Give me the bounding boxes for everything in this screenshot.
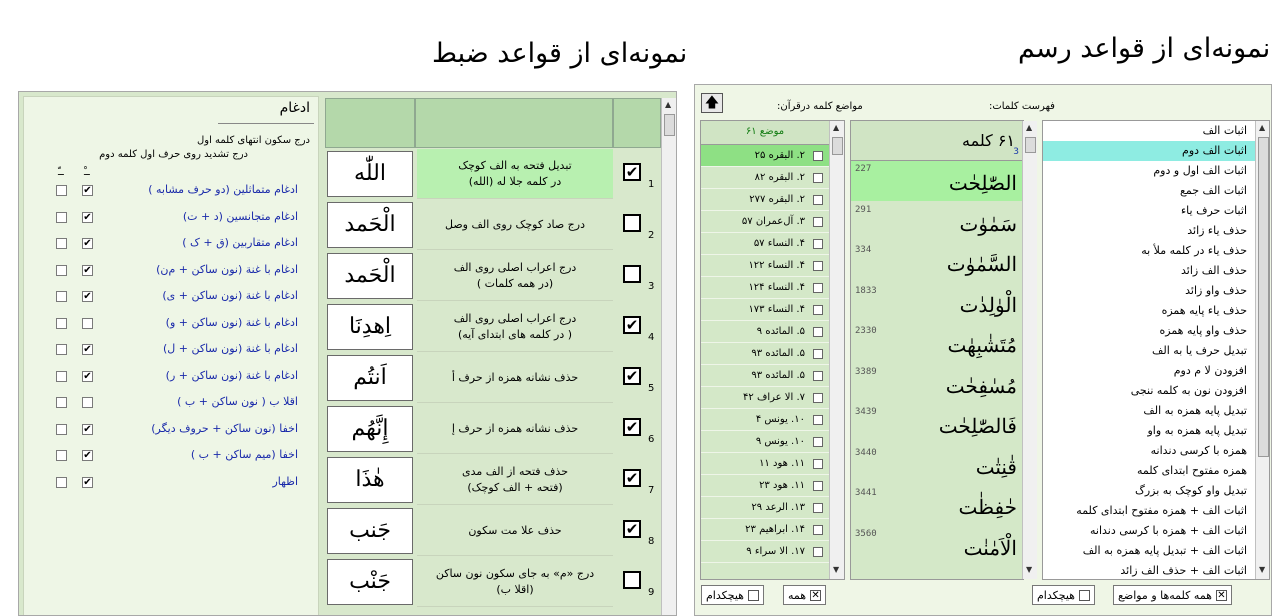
- word-text: فَالصّٰلِحٰت: [938, 414, 1017, 438]
- zabt-rule-row[interactable]: [325, 353, 661, 404]
- zabt-grid: [325, 98, 661, 616]
- position-checkbox[interactable]: [813, 349, 823, 359]
- rasm-rule-item[interactable]: حذف واو پایه همزه: [1159, 324, 1247, 337]
- rasm-rule-item[interactable]: افزودن نون به کلمه ننجی: [1130, 384, 1247, 397]
- position-item[interactable]: [701, 233, 829, 255]
- word-count: ۶۱ کلمه: [961, 131, 1015, 150]
- word-text: الصّٰلِحٰت: [948, 171, 1017, 195]
- tashdid-checkbox[interactable]: ✔: [83, 423, 92, 435]
- rule-checkbox[interactable]: [623, 571, 641, 589]
- word-text: مُسٰفِحٰت: [945, 373, 1017, 398]
- sukun-checkbox[interactable]: [56, 185, 67, 196]
- rule-checkbox[interactable]: ✔: [623, 469, 641, 487]
- position-label: ۴. النساء ۱۲۴: [748, 282, 805, 293]
- position-item[interactable]: [701, 541, 829, 563]
- idgham-row: [24, 391, 318, 417]
- idgham-rule-label: اقلا ب ( نون ساکن + ب ): [177, 395, 298, 408]
- tashdid-checkbox[interactable]: ✔: [83, 450, 92, 461]
- idgham-row: [24, 444, 318, 470]
- position-label: ۵. المائده ۹۳: [751, 348, 805, 359]
- idgham-rule-label: ادغام متجانسین (د + ت): [182, 209, 298, 223]
- word-item[interactable]: [851, 202, 1023, 242]
- sukun-checkbox[interactable]: [56, 424, 67, 435]
- idgham-row: [24, 206, 318, 232]
- word-item[interactable]: [851, 242, 1023, 282]
- rasm-rule-item[interactable]: اثبات حرف یاء: [1181, 204, 1247, 217]
- word-id: 1833: [855, 285, 877, 296]
- sukun-checkbox[interactable]: [56, 212, 67, 223]
- scroll-thumb[interactable]: [1025, 137, 1036, 153]
- scroll-up-arrow-icon[interactable]: ▲: [665, 100, 672, 109]
- position-item[interactable]: [701, 519, 829, 541]
- position-item[interactable]: [701, 321, 829, 343]
- idgham-row: [24, 418, 318, 444]
- rule-description[interactable]: درج اعراب اصلی روی الف ( در کلمه های ابتدای آیه): [417, 302, 613, 352]
- idgham-panel: [23, 96, 319, 616]
- sample-word: جَنب: [327, 508, 413, 554]
- idgham-title-divider: [218, 123, 314, 124]
- rule-checkbox[interactable]: [623, 214, 641, 232]
- zabt-rule-row[interactable]: [325, 251, 661, 302]
- arrow-up-icon[interactable]: 🡅: [701, 93, 723, 113]
- position-item[interactable]: [701, 167, 829, 189]
- rule-description[interactable]: درج «م» به جای سکون نون ساکن (اقلا ب): [417, 557, 613, 607]
- scroll-up-arrow-icon[interactable]: ▲: [1259, 123, 1266, 132]
- none-words-label: هیچکدام: [1037, 588, 1075, 602]
- position-label: ۴. النساء ۱۲۲: [748, 260, 805, 271]
- none-positions-label: هیچکدام: [706, 588, 744, 602]
- position-label: ۱۳. الرعد ۲۹: [751, 502, 805, 513]
- column-tashdid-mark: ــّ: [58, 167, 64, 178]
- rasm-title: نمونه‌ای از قواعد رسم: [1018, 33, 1271, 64]
- rasm-rule-item[interactable]: حذف یاء پایه همزه: [1161, 304, 1247, 317]
- sample-word: اِهدِنَا: [327, 304, 413, 350]
- position-item[interactable]: [701, 365, 829, 387]
- word-id: 3560: [855, 528, 877, 539]
- word-id: 3439: [855, 407, 877, 417]
- select-none-positions-button[interactable]: [701, 585, 764, 605]
- zabt-panel: [18, 91, 677, 616]
- rule-description[interactable]: حذف علا مت سکون: [417, 506, 613, 556]
- rule-number: 8: [648, 536, 655, 547]
- position-checkbox[interactable]: [813, 151, 823, 161]
- rasm-rule-item[interactable]: اثبات الف + همزه مفتوح ابتدای کلمه: [1076, 504, 1247, 517]
- scroll-up-arrow-icon[interactable]: ▲: [1026, 123, 1033, 132]
- tashdid-checkbox[interactable]: ✔: [83, 370, 92, 382]
- idgham-row: [24, 232, 318, 258]
- all-words-checkbox[interactable]: ✕: [1217, 589, 1226, 601]
- zabt-rule-row[interactable]: [325, 506, 661, 557]
- rule-description[interactable]: حذف فتحه از الف مدی (فتحه + الف کوچک): [417, 455, 613, 505]
- word-item[interactable]: [851, 526, 1023, 566]
- word-item[interactable]: [851, 161, 1023, 201]
- position-label: ۷. الا عراف ۴۲: [743, 392, 805, 403]
- sample-word: الْحَمد: [327, 202, 413, 248]
- rasm-rule-item[interactable]: اثبات الف: [1202, 124, 1247, 137]
- zabt-scrollbar[interactable]: [661, 98, 676, 616]
- word-id: 3440: [855, 447, 877, 458]
- position-item[interactable]: [701, 145, 829, 167]
- tashdid-checkbox[interactable]: ✔: [83, 291, 92, 302]
- sukun-checkbox[interactable]: [56, 450, 67, 461]
- idgham-rule-label: ادغام متماثلین (دو حرف مشابه ): [148, 183, 298, 196]
- idgham-note-tashdid: درج تشدید روی حرف اول کلمه دوم: [99, 149, 248, 160]
- rasm-rule-item[interactable]: همزه با کرسی دندانه: [1150, 444, 1247, 457]
- word-id: 2330: [855, 326, 877, 336]
- tashdid-checkbox[interactable]: [82, 318, 93, 329]
- rule-number: 6: [648, 434, 655, 445]
- zabt-rule-row[interactable]: [325, 149, 661, 200]
- word-item[interactable]: [851, 485, 1023, 525]
- position-label: ۵. المائده ۹: [756, 326, 805, 337]
- rule-checkbox[interactable]: ✔: [623, 418, 641, 436]
- column-sukun-mark: ــْ: [84, 167, 90, 178]
- position-item[interactable]: [701, 475, 829, 497]
- idgham-rule-label: اظهار: [272, 474, 298, 488]
- position-item[interactable]: [701, 211, 829, 233]
- position-label: ۱۰. یونس ۹: [755, 436, 805, 447]
- position-checkbox[interactable]: [813, 415, 823, 425]
- rule-number: 3: [648, 281, 655, 292]
- tashdid-checkbox[interactable]: ✔: [83, 211, 92, 223]
- position-label: ۱۱. هود ۱۱: [759, 458, 805, 469]
- position-checkbox[interactable]: [813, 239, 823, 249]
- rule-number: 1: [648, 179, 655, 190]
- rasm-rule-item[interactable]: اثبات الف + همزه با کرسی دندانه: [1090, 524, 1247, 537]
- scroll-thumb[interactable]: [1258, 137, 1269, 457]
- sample-word: اَنتُم: [327, 355, 413, 401]
- rule-checkbox[interactable]: ✔: [623, 316, 641, 334]
- position-item[interactable]: [701, 255, 829, 277]
- position-checkbox[interactable]: [813, 195, 823, 205]
- sukun-checkbox[interactable]: [56, 318, 67, 329]
- word-scrollbar[interactable]: [1022, 121, 1037, 579]
- position-checkbox[interactable]: [813, 371, 823, 381]
- word-item[interactable]: [851, 445, 1023, 485]
- all-positions-checkbox[interactable]: ✕: [811, 589, 820, 601]
- position-checkbox[interactable]: [813, 525, 823, 535]
- word-list-header: [851, 121, 1023, 161]
- select-none-words-button[interactable]: [1032, 585, 1095, 605]
- word-text: سَمٰوٰت: [959, 211, 1017, 236]
- scroll-thumb[interactable]: [664, 114, 675, 136]
- idgham-row: [24, 285, 318, 311]
- rasm-rule-item[interactable]: حذف واو زائد: [1185, 284, 1247, 297]
- rule-description[interactable]: حذف نشانه همزه از حرف أ: [417, 353, 613, 403]
- position-checkbox[interactable]: [813, 547, 823, 557]
- word-id: 334: [855, 245, 872, 255]
- rule-number: 2: [648, 230, 655, 241]
- word-text: حٰفِظٰت: [958, 495, 1017, 519]
- position-checkbox[interactable]: [813, 305, 823, 315]
- idgham-note-sukun: درج سکون انتهای کلمه اول: [196, 135, 310, 146]
- position-label: ۴. النساء ۵۷: [753, 238, 805, 249]
- rasm-rule-item[interactable]: همزه مفتوح ابتدای کلمه: [1136, 464, 1247, 477]
- none-positions-checkbox[interactable]: [748, 590, 759, 601]
- tashdid-checkbox[interactable]: ✔: [83, 185, 92, 196]
- grid-header-word: [325, 98, 415, 148]
- rule-description[interactable]: درج اعراب اصلی روی الف (در همه کلمات ): [417, 251, 613, 301]
- rules-list: [1042, 120, 1270, 580]
- positions-label: مواضع کلمه درقرآن:: [777, 101, 863, 112]
- position-item[interactable]: [701, 497, 829, 519]
- idgham-rule-label: اخفا (میم ساکن + ب ): [190, 448, 298, 461]
- all-words-label: همه کلمه‌ها و مواضع: [1118, 588, 1212, 602]
- word-id: 227: [855, 164, 872, 174]
- rasm-rule-item[interactable]: افزودن لا م دوم: [1173, 364, 1247, 377]
- rule-description[interactable]: درج صاد کوچک روی الف وصل: [417, 200, 613, 250]
- position-label: ۳. آل‌عمران ۵۷: [741, 216, 805, 227]
- sample-word: الْحَمد: [327, 253, 413, 299]
- sample-word: إِنَّهُم: [327, 406, 413, 452]
- rasm-rule-item[interactable]: تبدیل پایه همزه به واو: [1147, 424, 1247, 437]
- idgham-rule-label: ادغام با غنة (نون ساکن + ر): [165, 368, 298, 382]
- sukun-checkbox[interactable]: [56, 371, 67, 382]
- word-text: السَّمٰوٰت: [946, 252, 1017, 276]
- rasm-rule-item[interactable]: اثبات الف + حذف الف زائد: [1120, 564, 1247, 577]
- zabt-rule-row[interactable]: [325, 200, 661, 251]
- scroll-down-arrow-icon[interactable]: ▼: [833, 565, 840, 574]
- rasm-rule-item[interactable]: حذف یاء زائد: [1187, 224, 1247, 237]
- zabt-title: نمونه‌ای از قواعد ضبط: [432, 38, 688, 69]
- idgham-rule-label: اخفا (نون ساکن + حروف دیگر): [151, 421, 298, 435]
- rule-number: 9: [648, 587, 655, 598]
- tashdid-checkbox[interactable]: ✔: [83, 476, 92, 488]
- idgham-rule-label: ادغام متقاربین (ق + ک ): [182, 236, 298, 249]
- rasm-rule-item[interactable]: اثبات الف + تبدیل پایه همزه به الف: [1082, 544, 1247, 557]
- position-checkbox[interactable]: [813, 327, 823, 337]
- word-text: الْوٰلِدٰت: [959, 292, 1017, 317]
- grid-header-check: [613, 98, 661, 148]
- position-checkbox[interactable]: [813, 459, 823, 469]
- position-label: ۱۷. الا سراء ۹: [746, 546, 805, 557]
- word-item[interactable]: [851, 364, 1023, 404]
- idgham-row: [24, 365, 318, 391]
- zabt-rule-row[interactable]: [325, 302, 661, 353]
- sample-word: جَنْب: [327, 559, 413, 605]
- position-label: ۲. البقره ۲۷۷: [749, 194, 805, 205]
- idgham-rule-label: ادغام با غنة (نون ساکن + م‌ن): [156, 262, 298, 276]
- rule-checkbox[interactable]: [623, 265, 641, 283]
- position-checkbox[interactable]: [813, 217, 823, 227]
- rasm-rule-item[interactable]: حذف الف زائد: [1181, 264, 1247, 277]
- scroll-down-arrow-icon[interactable]: ▼: [1259, 565, 1266, 574]
- position-label: ۱۱. هود ۲۳: [759, 480, 805, 491]
- sample-word: اللّٰه: [327, 151, 413, 197]
- positions-scrollbar[interactable]: [829, 121, 844, 579]
- sample-word: هٰذَا: [327, 457, 413, 503]
- rasm-rule-item[interactable]: اثبات الف جمع: [1180, 184, 1247, 197]
- rule-description[interactable]: حذف نشانه همزه از حرف إ: [417, 404, 613, 454]
- sukun-checkbox[interactable]: [56, 477, 67, 488]
- idgham-rule-label: ادغام با غنة (نون ساکن + ی): [162, 289, 298, 302]
- zabt-rule-row[interactable]: [325, 404, 661, 455]
- position-label: ۲. البقره ۲۵: [754, 150, 805, 161]
- position-label: ۴. النساء ۱۷۳: [748, 304, 805, 315]
- word-text: قٰنِتٰت: [975, 454, 1017, 479]
- none-words-checkbox[interactable]: [1079, 590, 1090, 601]
- word-id: 291: [855, 204, 872, 215]
- scroll-thumb[interactable]: [832, 137, 843, 155]
- position-label: ۵. المائده ۹۳: [751, 370, 805, 381]
- word-item[interactable]: [851, 323, 1023, 363]
- position-item[interactable]: [701, 409, 829, 431]
- idgham-rule-label: ادغام با غنة (نون ساکن + و): [165, 315, 298, 329]
- position-checkbox[interactable]: [813, 393, 823, 403]
- sukun-checkbox[interactable]: [56, 344, 67, 355]
- tashdid-checkbox[interactable]: ✔: [83, 238, 92, 249]
- word-id: 3441: [855, 488, 877, 498]
- sukun-checkbox[interactable]: [56, 291, 67, 302]
- idgham-row: [24, 471, 318, 497]
- zabt-rule-row[interactable]: [325, 557, 661, 608]
- all-positions-label: همه: [788, 588, 807, 602]
- position-checkbox[interactable]: [813, 503, 823, 513]
- rasm-rule-item[interactable]: تبدیل پایه همزه به الف: [1143, 404, 1247, 417]
- rasm-panel: [694, 84, 1272, 616]
- position-label: ۱۰. یونس ۴: [755, 414, 805, 425]
- position-item[interactable]: [701, 277, 829, 299]
- rule-checkbox[interactable]: ✔: [623, 520, 641, 538]
- tashdid-checkbox[interactable]: ✔: [83, 264, 92, 276]
- word-count-index: 3: [1013, 147, 1019, 157]
- rasm-rule-item[interactable]: حذف یاء در کلمه ملأ به: [1141, 244, 1247, 257]
- word-list-label: فهرست کلمات:: [989, 101, 1055, 112]
- zabt-rule-row[interactable]: [325, 455, 661, 506]
- rule-checkbox[interactable]: ✔: [623, 163, 641, 181]
- idgham-rule-label: ادغام با غنة (نون ساکن + ل): [162, 342, 298, 355]
- position-checkbox[interactable]: [813, 481, 823, 491]
- tashdid-checkbox[interactable]: ✔: [83, 344, 92, 355]
- rasm-rule-item[interactable]: تبدیل حرف یا به الف: [1152, 344, 1247, 357]
- rules-scrollbar[interactable]: [1255, 121, 1270, 579]
- idgham-title: ادغام: [279, 100, 310, 116]
- position-checkbox[interactable]: [813, 283, 823, 293]
- position-checkbox[interactable]: [813, 261, 823, 271]
- select-all-positions-button[interactable]: [783, 585, 826, 605]
- word-item[interactable]: [851, 404, 1023, 444]
- idgham-row: [24, 179, 318, 205]
- rasm-rule-item[interactable]: اثبات الف دوم: [1043, 141, 1255, 161]
- word-list: [850, 120, 1024, 580]
- position-checkbox[interactable]: [813, 173, 823, 183]
- select-all-words-button[interactable]: [1113, 585, 1232, 605]
- position-label: ۲. البقره ۸۲: [754, 172, 805, 183]
- position-checkbox[interactable]: [813, 437, 823, 447]
- positions-list: [700, 120, 845, 580]
- position-item[interactable]: [701, 431, 829, 453]
- scroll-down-arrow-icon[interactable]: ▼: [1026, 565, 1033, 574]
- position-item[interactable]: [701, 189, 829, 211]
- word-text: مُتَشٰبِهٰت: [947, 333, 1017, 357]
- word-id: 3389: [855, 366, 877, 377]
- sukun-checkbox[interactable]: [56, 265, 67, 276]
- position-item[interactable]: [701, 343, 829, 365]
- rule-description[interactable]: تبدیل فتحه به الف کوچک در کلمه جلا له (الله): [417, 149, 613, 199]
- rule-checkbox[interactable]: ✔: [623, 367, 641, 385]
- position-label: ۱۴. ابراهیم ۲۳: [745, 524, 805, 535]
- position-item[interactable]: [701, 453, 829, 475]
- rasm-rule-item[interactable]: اثبات الف اول و دوم: [1153, 164, 1247, 177]
- word-item[interactable]: [851, 283, 1023, 323]
- tashdid-checkbox[interactable]: [82, 397, 93, 408]
- scroll-up-arrow-icon[interactable]: ▲: [833, 123, 840, 132]
- sukun-checkbox[interactable]: [56, 397, 67, 408]
- sukun-checkbox[interactable]: [56, 238, 67, 249]
- rule-number: 4: [648, 332, 655, 343]
- position-item[interactable]: [701, 387, 829, 409]
- idgham-row: [24, 312, 318, 338]
- rule-number: 5: [648, 383, 655, 394]
- idgham-row: [24, 259, 318, 285]
- position-item[interactable]: [701, 299, 829, 321]
- rasm-rule-item[interactable]: تبدیل واو کوچک به بزرگ: [1134, 484, 1247, 497]
- rule-number: 7: [648, 485, 655, 496]
- word-text: الْاَمٰنٰت: [963, 535, 1017, 560]
- idgham-row: [24, 338, 318, 364]
- positions-count: ۶۱ موضع: [701, 121, 829, 145]
- grid-header-desc: [415, 98, 613, 148]
